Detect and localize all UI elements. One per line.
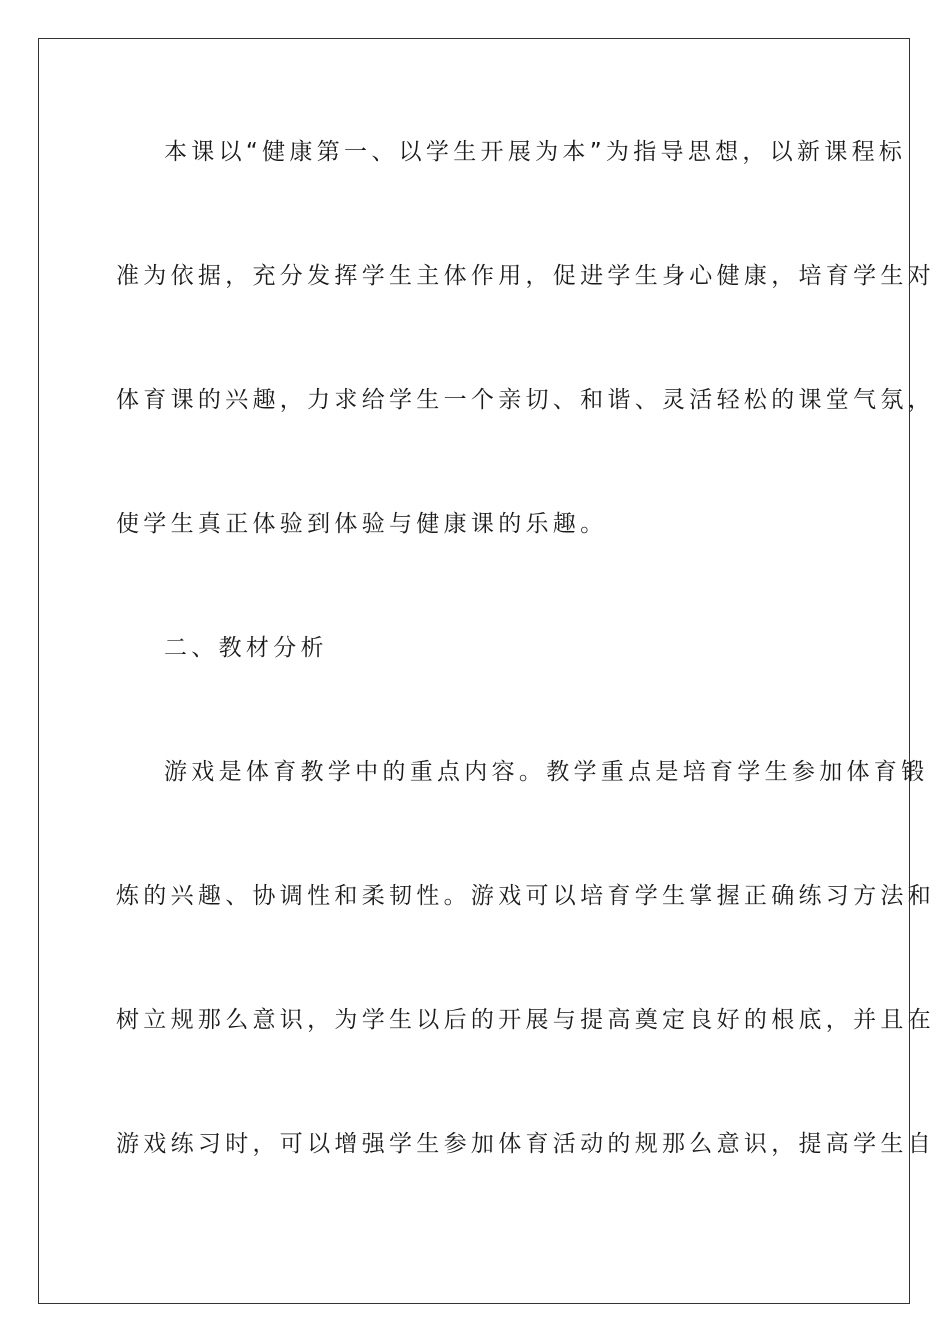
- paragraph-1-line-1: 本课以“健康第一、以学生开展为本”为指导思想，以新课程标: [164, 139, 907, 165]
- paragraph-2-line-2: 炼的兴趣、协调性和柔韧性。游戏可以培育学生掌握正确练习方法和: [116, 883, 935, 909]
- paragraph-1-line-4: 使学生真正体验到体验与健康课的乐趣。: [116, 511, 608, 537]
- page-border: [38, 38, 935, 1304]
- paragraph-1-line-2: 准为依据，充分发挥学生主体作用，促进学生身心健康，培育学生对: [116, 263, 935, 289]
- paragraph-2-line-3: 树立规那么意识，为学生以后的开展与提高奠定良好的根底，并且在: [116, 1007, 935, 1033]
- paragraph-1-line-3: 体育课的兴趣，力求给学生一个亲切、和谐、灵活轻松的课堂气氛，: [116, 387, 935, 413]
- paragraph-2-line-4: 游戏练习时，可以增强学生参加体育活动的规那么意识，提高学生自: [116, 1131, 935, 1157]
- section-heading: 二、教材分析: [164, 635, 328, 661]
- paragraph-2-line-1: 游戏是体育教学中的重点内容。教学重点是培育学生参加体育锻: [164, 759, 929, 785]
